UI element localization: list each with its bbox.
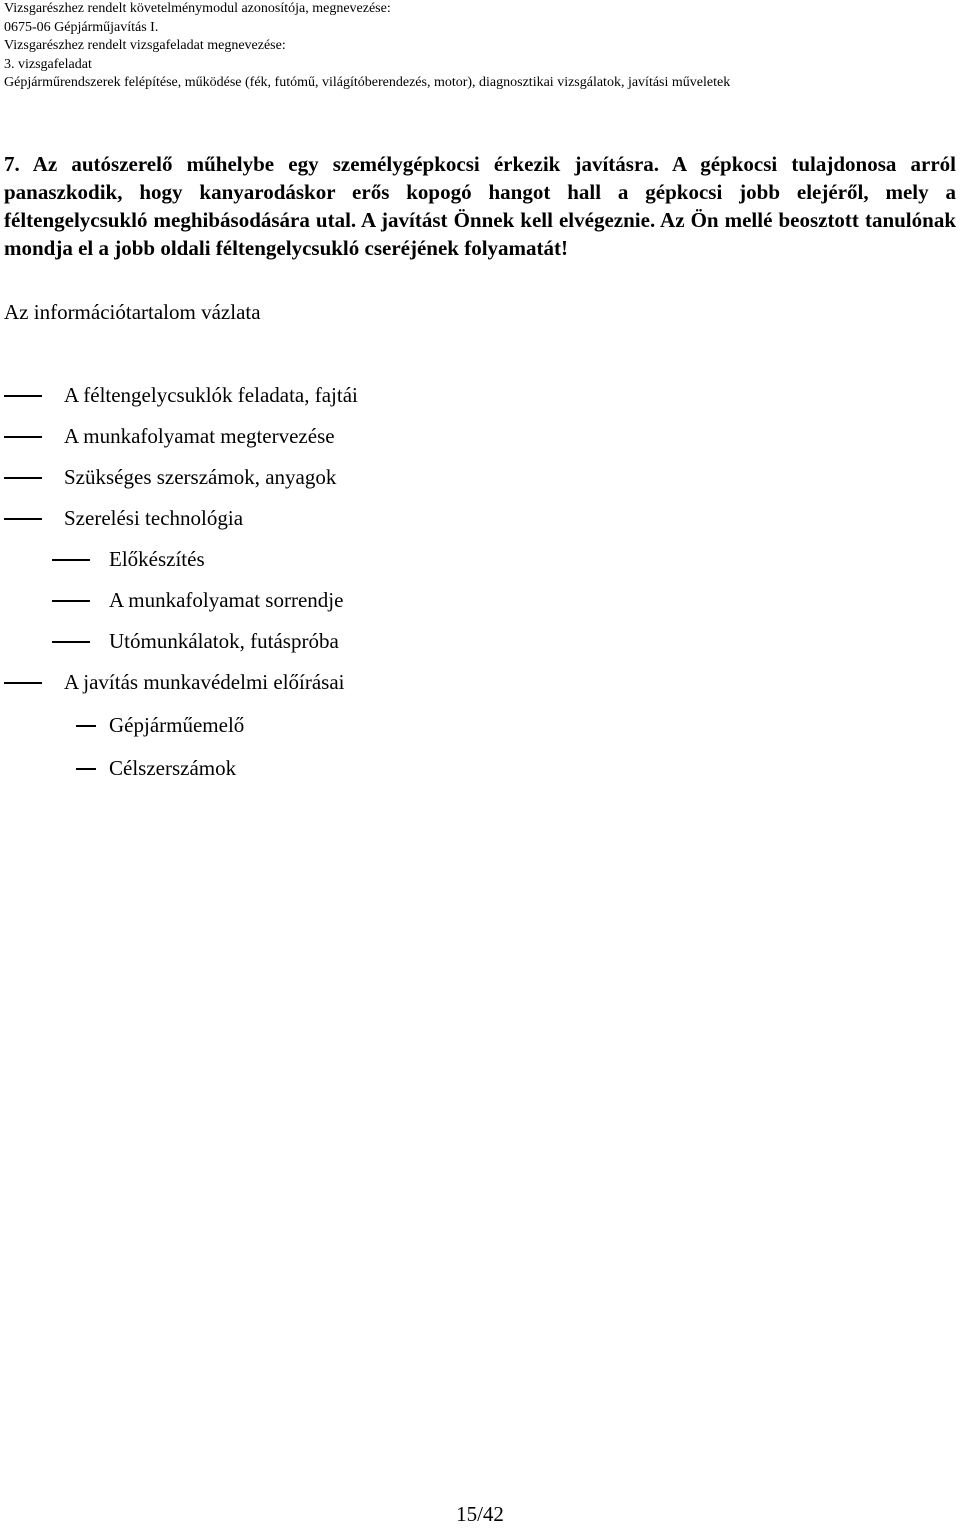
- dash-bullet-icon: [76, 725, 96, 727]
- header-module-name: 0675-06 Gépjárműjavítás I.: [4, 19, 159, 35]
- outline-subitem-label: A munkafolyamat sorrendje: [109, 588, 344, 612]
- dash-bullet-icon: [4, 682, 42, 684]
- dash-bullet-icon: [4, 436, 42, 438]
- outline-title: Az információtartalom vázlata: [4, 300, 261, 324]
- task-description: 7. Az autószerelő műhelybe egy személygépkocsi érkezik javításra. A gépkocsi tulajdonosa arról panaszkodik, hogy kanyarodáskor erős kopogó hangot hall a gépkocsi jobb elejéről, mely a féltengelycsukló meghibásodására utal. A javítást Önnek kell elvégeznie. Az Ön mellé beosztott tanulónak mondja el a jobb oldali féltengelycsukló cseréjének folyamatát!: [4, 152, 956, 260]
- dash-bullet-icon: [4, 395, 42, 397]
- outline-subitem-label: Célszerszámok: [109, 756, 237, 780]
- outline-subitem-label: Utómunkálatok, futáspróba: [109, 629, 339, 653]
- outline-item-label: A féltengelycsuklók feladata, fajtái: [64, 383, 358, 407]
- dash-bullet-icon: [76, 768, 96, 770]
- dash-bullet-icon: [52, 641, 90, 643]
- page-number: 15/42: [456, 1502, 504, 1526]
- outline-item-label: Szerelési technológia: [64, 506, 244, 530]
- dash-bullet-icon: [4, 518, 42, 520]
- header-module-label: Vizsgarészhez rendelt követelménymodul azonosítója, megnevezése:: [4, 1, 391, 16]
- outline-subitem-label: Előkészítés: [109, 547, 205, 571]
- dash-bullet-icon: [4, 477, 42, 479]
- outline-item-label: Szükséges szerszámok, anyagok: [64, 465, 337, 489]
- outline-item-label: A javítás munkavédelmi előírásai: [64, 670, 345, 694]
- outline-subitem-label: Gépjárműemelő: [109, 713, 245, 737]
- outline-item-label: A munkafolyamat megtervezése: [64, 424, 335, 448]
- header-task-label: Vizsgarészhez rendelt vizsgafeladat megnevezése:: [4, 38, 286, 53]
- dash-bullet-icon: [52, 559, 90, 561]
- header-task-number: 3. vizsgafeladat: [4, 56, 92, 72]
- dash-bullet-icon: [52, 600, 90, 602]
- header-task-title: Gépjárműrendszerek felépítése, működése (fék, futómű, világítóberendezés, motor), diagnosztikai vizsgálatok, javítási műveletek: [4, 75, 731, 90]
